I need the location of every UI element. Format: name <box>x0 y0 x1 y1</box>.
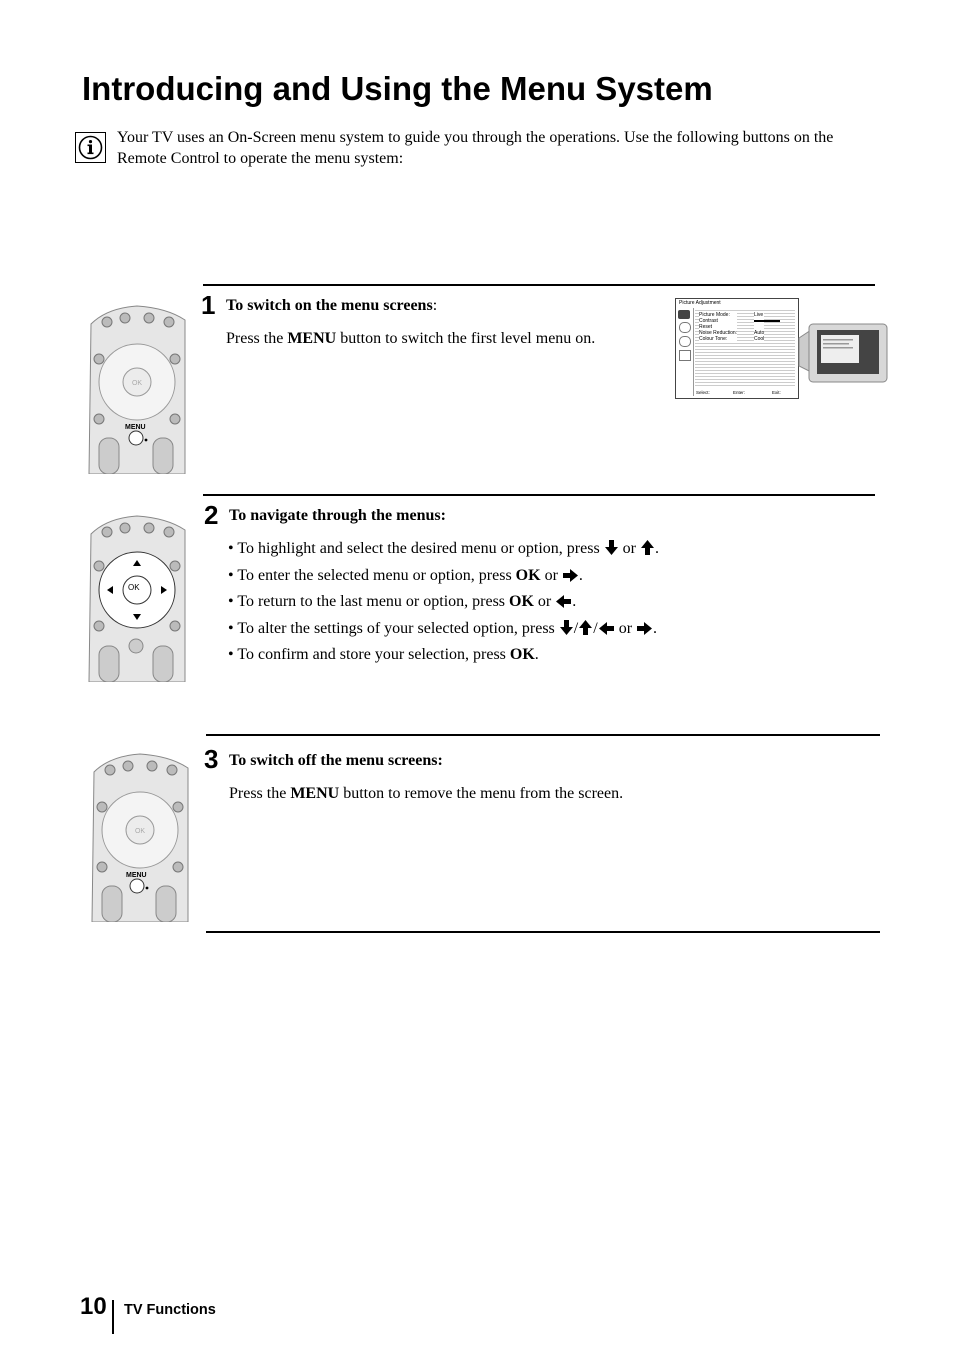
step-3-rule <box>206 734 880 736</box>
remote-control-image-menu-off <box>90 752 190 922</box>
osd-item: Picture Mode: <box>699 312 730 318</box>
remote-ok-label: OK <box>128 583 140 592</box>
arrow-right-icon <box>563 569 578 582</box>
osd-item: Noise Reduction: <box>699 330 738 336</box>
osd-value: Cool <box>754 336 765 342</box>
osd-item: Contrast <box>699 318 718 324</box>
osd-list <box>695 308 795 388</box>
step-1-number: 1 <box>201 290 216 320</box>
osd-value-list <box>754 312 764 342</box>
osd-title: Picture Adjustment <box>679 300 721 306</box>
info-icon <box>75 132 106 163</box>
remote-control-image-menu <box>87 304 187 474</box>
bottom-rule <box>206 931 880 933</box>
osd-menu-screenshot: Picture Adjustment Picture Mode: Contrast Reset Noise Reduction: Colour Tone: Live Auto Cool Select: Enter: Exit: <box>675 298 799 399</box>
osd-contrast-bar <box>754 318 764 324</box>
osd-item: Colour Tone: <box>699 336 728 342</box>
intro-text: Your TV uses an On-Screen menu system to guide you through the operations. Use the following buttons on the Remote Control to operate the menu system: <box>117 129 834 167</box>
arrow-down-icon <box>560 620 573 635</box>
osd-icon-column <box>677 308 694 396</box>
step-2-heading: To navigate through the menus: <box>229 507 446 524</box>
step-3-number: 3 <box>204 744 219 774</box>
osd-value: Live <box>754 312 764 318</box>
bullet-alter: • To alter the settings of your selected option, press / / or . <box>228 619 658 637</box>
arrow-down-icon <box>605 540 618 555</box>
remote-menu-label: MENU <box>125 424 146 431</box>
bullet-highlight: • To highlight and select the desired menu or option, press or . <box>228 540 659 557</box>
footer-divider <box>112 1300 114 1334</box>
arrow-up-icon <box>641 540 654 555</box>
arrow-up-icon <box>579 620 592 635</box>
remote-control-image-navigation <box>87 514 187 682</box>
bullet-return: • To return to the last menu or option, press OK or . <box>228 593 577 611</box>
svg-text:OK: OK <box>131 380 143 387</box>
bullet-enter: • To enter the selected menu or option, press OK or . <box>228 566 583 584</box>
remote-menu-label: MENU <box>126 872 147 879</box>
osd-item: Reset <box>699 324 713 330</box>
arrow-right-icon <box>637 622 652 635</box>
osd-value: Auto <box>754 330 765 336</box>
step-3-body: Press the MENU button to remove the menu from the screen. <box>229 785 624 802</box>
step-2-bullet-list <box>228 536 659 669</box>
arrow-left-icon <box>556 595 571 608</box>
osd-item-list <box>699 312 737 342</box>
step-2-rule <box>203 494 875 496</box>
section-label: TV Functions <box>124 1302 216 1318</box>
step-1-rule <box>203 284 875 286</box>
tv-illustration <box>797 320 889 386</box>
svg-text:OK: OK <box>134 828 146 835</box>
step-3-heading: To switch off the menu screens: <box>229 752 443 769</box>
page-title: Introducing and Using the Menu System <box>82 70 713 107</box>
page-number: 10 <box>80 1293 107 1320</box>
arrow-left-icon <box>599 622 614 635</box>
bullet-confirm: • To confirm and store your selection, press OK. <box>228 646 539 664</box>
step-2-number: 2 <box>204 500 219 530</box>
step-1-body: Press the MENU button to switch the first level menu on. <box>226 330 596 347</box>
step-1-heading: To switch on the menu screens: <box>226 297 438 314</box>
